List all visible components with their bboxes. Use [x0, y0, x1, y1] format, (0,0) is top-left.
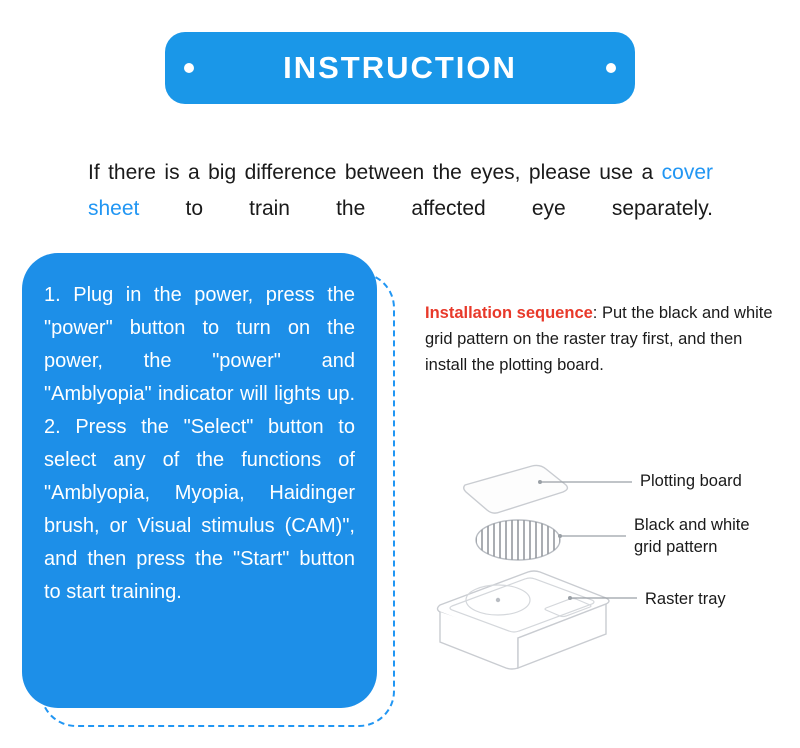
callout-label-raster-tray: Raster tray [645, 590, 726, 608]
installation-note [425, 300, 775, 378]
installation-note-block [425, 300, 775, 378]
intro-text-part1: If there is a big difference between the eyes, please use a [88, 161, 662, 184]
intro-paragraph [88, 155, 713, 227]
device-diagram [420, 430, 790, 680]
raster-tray-shape [438, 571, 610, 669]
callout-label-plotting-board: Plotting board [640, 472, 742, 490]
step-2-text: 2. Press the "Select" button to select any of the functions of "Amblyopia, Myopia, Haidinger brush, or Visual stimulus (CAM)", and then press the "Start" button to start training. [44, 416, 355, 603]
steps-card [22, 253, 377, 708]
intro-highlight: cover sheet [88, 161, 713, 220]
step-1-text: 1. Plug in the power, press the "power" button to turn on the power, the "power" and "Amblyopia" indicator will lights up. [44, 284, 355, 405]
plotting-board-shape [464, 465, 568, 513]
installation-label: Installation sequence [425, 304, 593, 322]
grid-pattern-hatching [476, 520, 560, 560]
intro-text-part2: to train the affected eye separately. [139, 197, 713, 220]
callout-label-grid-pattern: Black and white grid pattern [634, 516, 750, 556]
installation-text: : Put the black and white grid pattern on the raster tray first, and then install the plotting board. [425, 304, 773, 374]
page-title: INSTRUCTION [283, 50, 517, 85]
header-banner [165, 32, 635, 104]
